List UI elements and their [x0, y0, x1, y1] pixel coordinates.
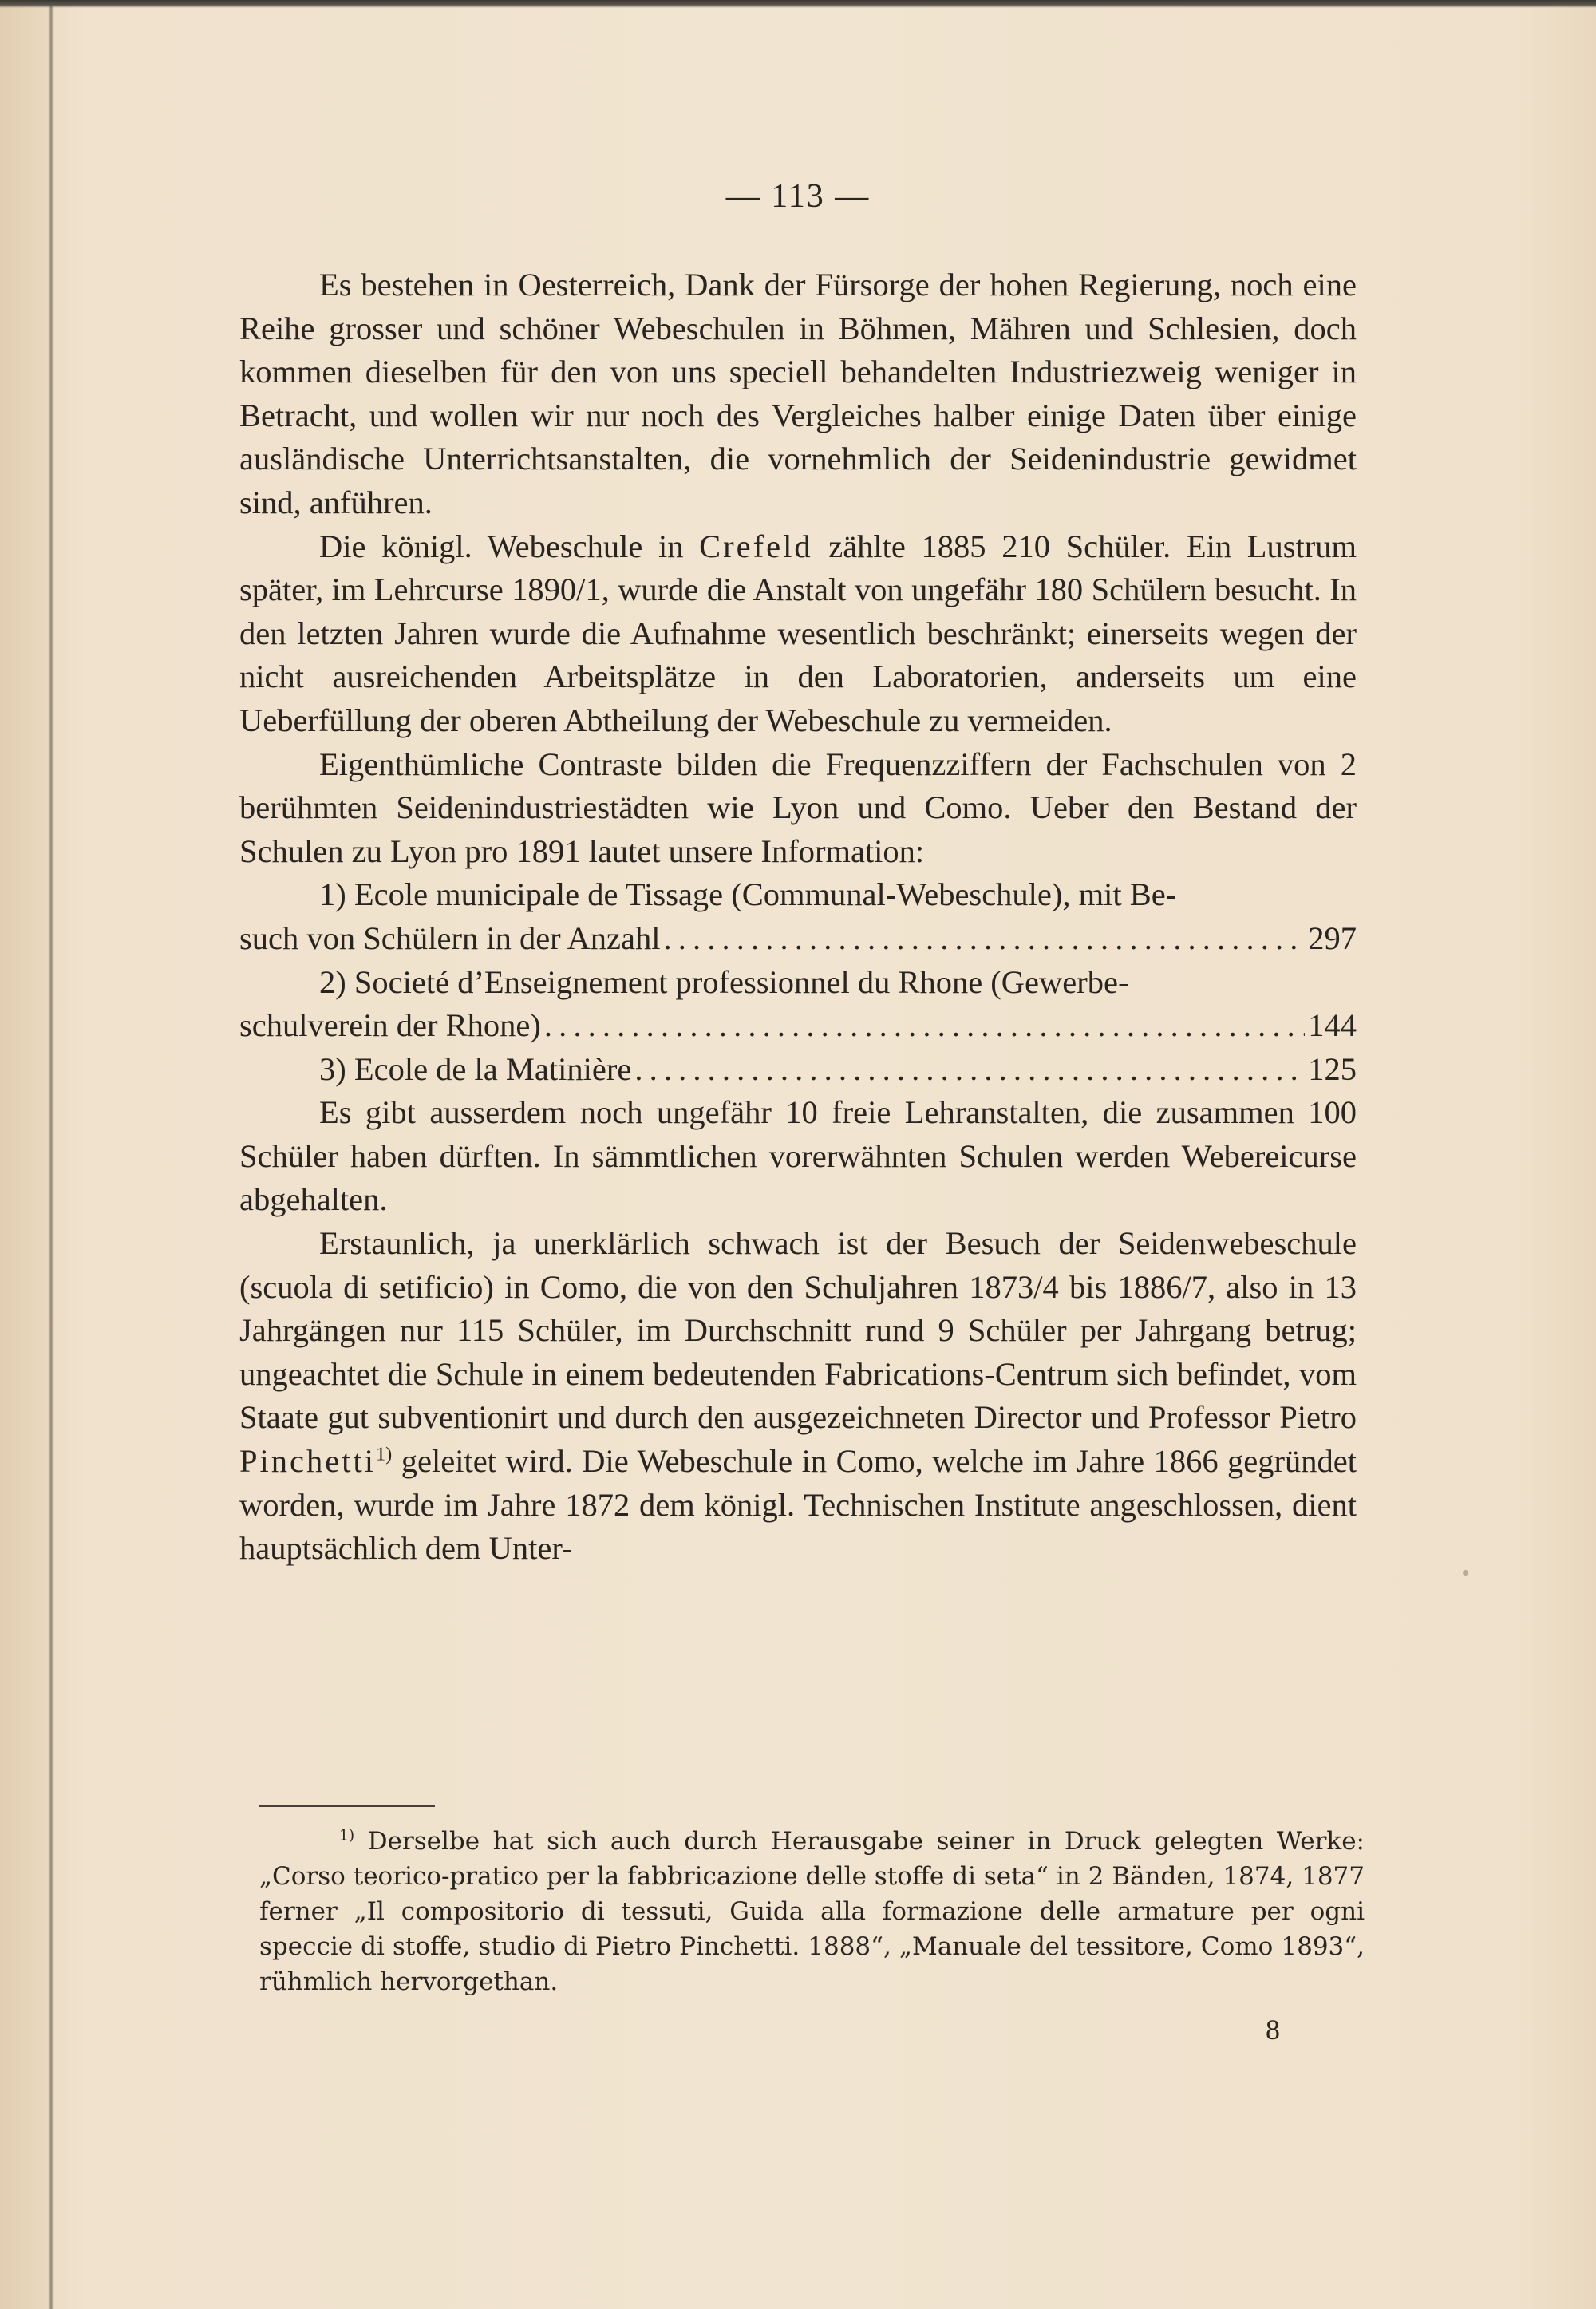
- paragraph-2-start: Die königl. Webeschule in: [319, 528, 700, 564]
- footnote-text: Derselbe hat sich auch durch Herausgabe seiner in Druck gelegten Werke: „Corso teorico-pratico per la fabbricazione delle stoffe di seta“ in 2 Bänden, 1874, 1877 ferner „Il compositorio di tessuti, Guida alla formazione delle armature per ogni speccie di stoffe, studio di Pietro Pinchetti. 1888“, „Manuale del tessitore, Como 1893“, rühmlich hervorgethan.: [259, 1827, 1365, 1996]
- paragraph-5-start: Erstaunlich, ja unerklärlich schwach ist der Besuch der Seidenwebeschule (scuola di setificio) in Como, die von den Schuljahren 1873/4 bis 1886/7, also in 13 Jahrgängen nur 115 Schüler, im Durchschnitt rund 9 Schüler per Jahrgang betrug; ungeachtet die Schule in einem bedeutenden Fabrications-Centrum sich befindet, vom Staate gut subventionirt und durch den ausgezeichneten Director und Professor Pietro: [239, 1225, 1357, 1436]
- paragraph-2: [239, 525, 1357, 743]
- list-item-3-count: 125: [1308, 1050, 1357, 1087]
- list-item-2-text: schulverein der Rhone): [239, 1007, 541, 1044]
- list-item-2-count: 144: [1308, 1007, 1357, 1044]
- paragraph-3: Eigenthümliche Contraste bilden die Frequenzziffern der Fachschulen von 2 berühmten Seidenindustriestädten wie Lyon und Como. Ueber den Bestand der Schulen zu Lyon pro 1891 lautet unsere Information:: [239, 745, 1357, 869]
- signature-mark: 8: [1266, 2014, 1280, 2046]
- page-top-edge: [0, 0, 1596, 8]
- list-item-1-first-line: 1) Ecole municipale de Tissage (Communal-Webeschule), mit Be-: [319, 876, 1177, 913]
- paragraph-5: [239, 1222, 1357, 1571]
- page-gutter: [0, 0, 48, 2309]
- list-item-1-leader-line: [239, 917, 1357, 961]
- list-item-2-first-line: 2) Societé d’Enseignement professionnel du Rhone (Gewerbe-: [319, 963, 1129, 1000]
- paragraph-1: Es bestehen in Oesterreich, Dank der Fürsorge der hohen Regierung, noch eine Reihe grosser und schöner Webeschulen in Böhmen, Mähren und Schlesien, doch kommen dieselben für den von uns speciell behandelten Industriezweig weniger in Betracht, und wollen wir nur noch des Vergleiches halber einige Daten über einige ausländische Unterrichtsanstalten, die vornehmlich der Seidenindustrie gewidmet sind, anführen.: [239, 267, 1357, 520]
- paragraph-4: Es gibt ausserdem noch ungefähr 10 freie Lehranstalten, die zusammen 100 Schüler haben dürften. In sämmtlichen vorerwähnten Schulen werden Webereicurse abgehalten.: [239, 1094, 1357, 1218]
- person-name-pinchetti: Pinchetti: [239, 1443, 376, 1480]
- paper-speck: [1463, 1570, 1468, 1576]
- list-item-1-count: 297: [1308, 919, 1357, 956]
- paragraph-2-rest: zählte 1885 210 Schüler. Ein Lustrum später, im Lehrcurse 1890/1, wurde die Anstalt von ungefähr 180 Schülern besucht. In den letzten Jahren wurde die Aufnahme wesentlich beschränkt; einerseits wegen der nicht ausreichenden Arbeitsplätze in den Laboratorien, anderseits um eine Ueberfüllung der oberen Abtheilung der Webeschule zu vermeiden.: [239, 528, 1357, 738]
- footnote-ref[interactable]: 1): [376, 1443, 393, 1465]
- footnote-section: [259, 1824, 1365, 1999]
- page-edge-line: [48, 0, 54, 2309]
- main-text: [239, 263, 1357, 1571]
- footnote-marker: 1): [339, 1827, 355, 1844]
- dot-leader: [664, 917, 1306, 961]
- list-item-3-text: 3) Ecole de la Matinière: [319, 1050, 632, 1087]
- dot-leader: [544, 1004, 1305, 1048]
- list-item-3-leader-line: [239, 1048, 1357, 1092]
- list-item-1-text: such von Schülern in der Anzahl: [239, 919, 661, 956]
- place-name-crefeld: Crefeld: [699, 528, 813, 564]
- list-item-2-leader-line: [239, 1004, 1357, 1048]
- page-number: — 113 —: [725, 178, 871, 215]
- footnote-divider: [259, 1805, 435, 1807]
- paragraph-5-rest: geleitet wird. Die Webeschule in Como, welche im Jahre 1866 gegründet worden, wurde im Jahre 1872 dem königl. Technischen Institute angeschlossen, dient hauptsächlich dem Unter-: [239, 1443, 1357, 1567]
- footnote-1: [259, 1824, 1365, 1999]
- dot-leader: [634, 1048, 1305, 1092]
